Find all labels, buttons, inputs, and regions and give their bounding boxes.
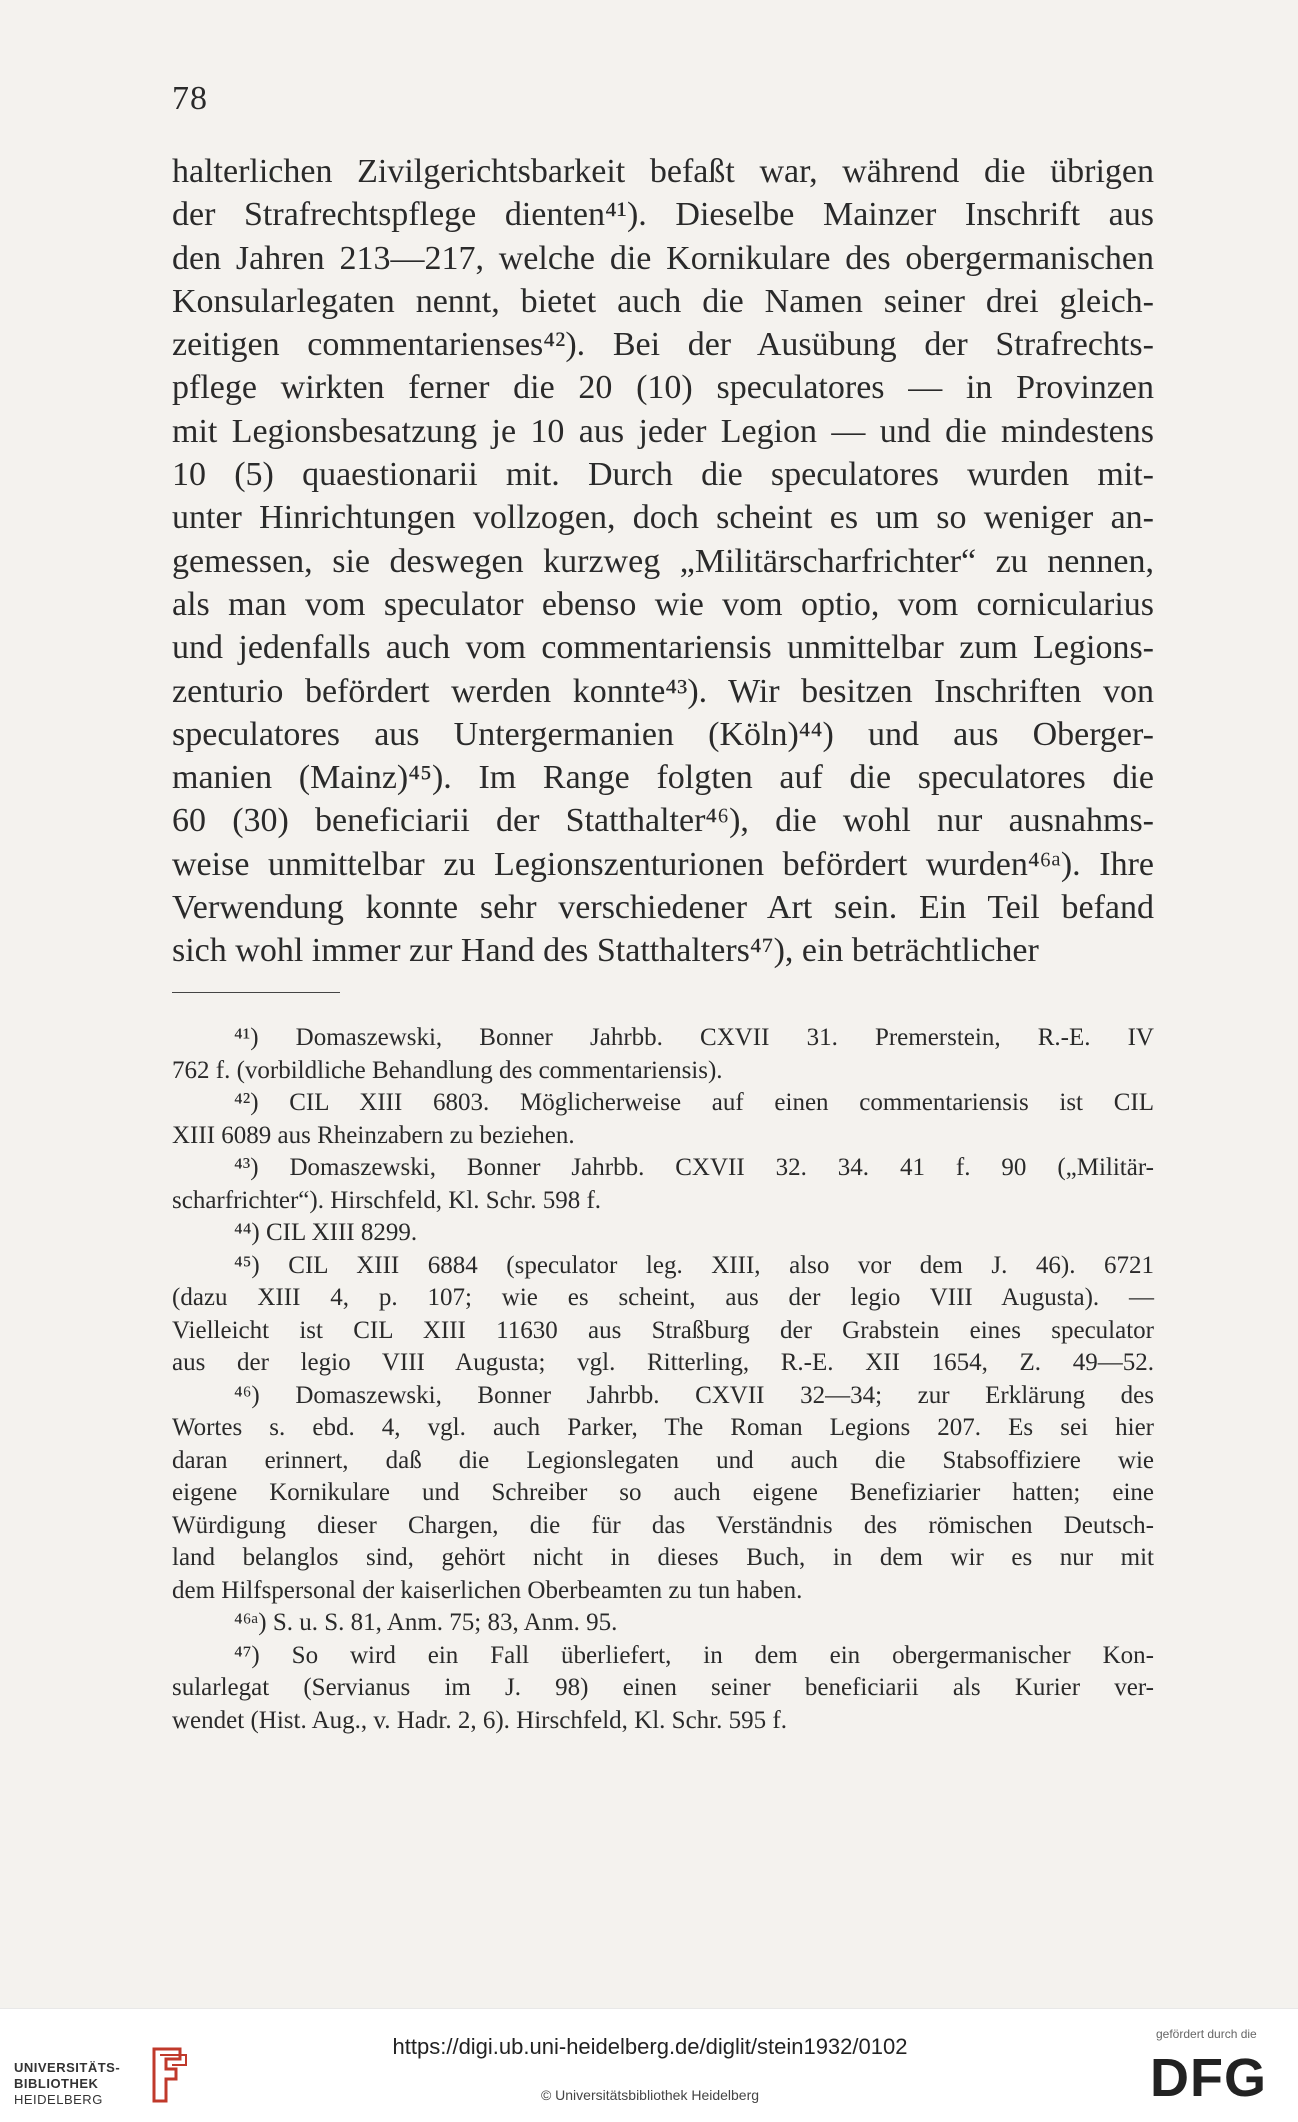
- funding-caption: gefördert durch die: [1156, 2027, 1257, 2041]
- library-logo[interactable]: [14, 2033, 194, 2107]
- footnote-line: (dazu XIII 4, p. 107; wie es scheint, aus der legio VIII Augusta). —: [172, 1284, 1154, 1311]
- body-line: der Strafrechtspflege dienten⁴¹). Dieselbe Mainzer Inschrift aus: [172, 196, 1154, 234]
- body-line: Konsularlegaten nennt, bietet auch die Namen seiner drei gleich-: [172, 282, 1154, 320]
- body-line: halterlichen Zivilgerichtsbarkeit befaßt war, während die übrigen: [172, 153, 1154, 190]
- footnote-line: ⁴⁶ᵃ) S. u. S. 81, Anm. 75; 83, Anm. 95.: [234, 1609, 618, 1636]
- dfg-logo[interactable]: DFG: [1150, 2048, 1267, 2108]
- library-name-line: BIBLIOTHEK: [14, 2076, 99, 2091]
- footnote-line: aus der legio VIII Augusta; vgl. Ritterling, R.-E. XII 1654, Z. 49—52.: [172, 1349, 1154, 1376]
- footnote-line: ⁴³) Domaszewski, Bonner Jahrbb. CXVII 32. 34. 41 f. 90 („Militär-: [234, 1154, 1154, 1181]
- footnote-line: ⁴⁷) So wird ein Fall überliefert, in dem ein obergermanischer Kon-: [234, 1641, 1154, 1669]
- library-emblem-icon: [144, 2045, 190, 2105]
- library-name-line: UNIVERSITÄTS-: [14, 2060, 121, 2075]
- footnotes: [172, 1022, 1154, 1737]
- footnote-line: land belanglos sind, gehört nicht in dieses Buch, in dem wir es nur mit: [172, 1544, 1154, 1571]
- permalink-url[interactable]: https://digi.ub.uni-heidelberg.de/diglit/stein1932/0102: [392, 2034, 908, 2059]
- footnote-divider: [172, 992, 340, 993]
- body-line: 10 (5) quaestionarii mit. Durch die speculatores wurden mit-: [172, 456, 1154, 494]
- body-line: sich wohl immer zur Hand des Statthalters⁴⁷), ein beträchtlicher: [172, 932, 1039, 970]
- page-number: 78: [172, 80, 208, 117]
- footnote-line: dem Hilfspersonal der kaiserlichen Oberbeamten zu tun haben.: [172, 1576, 803, 1604]
- footnote-line: eigene Kornikulare und Schreiber so auch eigene Benefiziarier hatten; eine: [172, 1479, 1154, 1506]
- footnote-line: ⁴²) CIL XIII 6803. Möglicherweise auf einen commentariensis ist CIL: [234, 1089, 1154, 1116]
- footnote-line: ⁴⁶) Domaszewski, Bonner Jahrbb. CXVII 32—34; zur Erklärung des: [234, 1381, 1154, 1409]
- body-line: speculatores aus Untergermanien (Köln)⁴⁴) und aus Oberger-: [172, 715, 1154, 753]
- footnote-line: 762 f. (vorbildliche Behandlung des commentariensis).: [172, 1056, 723, 1084]
- body-line: zeitigen commentarienses⁴²). Bei der Ausübung der Strafrechts-: [172, 326, 1154, 364]
- footnote-line: ⁴¹) Domaszewski, Bonner Jahrbb. CXVII 31. Premerstein, R.-E. IV: [234, 1024, 1154, 1051]
- body-line: Verwendung konnte sehr verschiedener Art sein. Ein Teil befand: [172, 889, 1154, 927]
- body-line: zenturio befördert werden konnte⁴³). Wir besitzen Inschriften von: [172, 672, 1154, 710]
- footnote-line: daran erinnert, daß die Legionslegaten und auch die Stabsoffiziere wie: [172, 1446, 1154, 1474]
- footnote-line: Vielleicht ist CIL XIII 11630 aus Straßburg der Grabstein eines speculator: [172, 1316, 1154, 1344]
- body-line: 60 (30) beneficiarii der Statthalter⁴⁶), die wohl nur ausnahms-: [172, 802, 1154, 840]
- footer-bar: [0, 2008, 1298, 2122]
- body-line: als man vom speculator ebenso wie vom optio, vom cornicularius: [172, 585, 1154, 623]
- footnote-line: Würdigung dieser Chargen, die für das Verständnis des römischen Deutsch-: [172, 1511, 1154, 1539]
- footnote-line: wendet (Hist. Aug., v. Hadr. 2, 6). Hirschfeld, Kl. Schr. 595 f.: [172, 1706, 787, 1734]
- footnote-line: ⁴⁴) CIL XIII 8299.: [234, 1219, 418, 1246]
- body-line: und jedenfalls auch vom commentariensis unmittelbar zum Legions-: [172, 629, 1154, 667]
- body-line: pflege wirkten ferner die 20 (10) speculatores — in Provinzen: [172, 369, 1154, 407]
- library-name-line: HEIDELBERG: [14, 2092, 103, 2107]
- body-line: weise unmittelbar zu Legionszenturionen befördert wurden⁴⁶ᵃ). Ihre: [172, 845, 1154, 883]
- body-line: unter Hinrichtungen vollzogen, doch scheint es um so weniger an-: [172, 499, 1154, 537]
- body-line: manien (Mainz)⁴⁵). Im Range folgten auf die speculatores die: [172, 759, 1154, 797]
- body-line: gemessen, sie deswegen kurzweg „Militärscharfrichter“ zu nennen,: [172, 542, 1154, 580]
- footnote-line: XIII 6089 aus Rheinzabern zu beziehen.: [172, 1121, 575, 1149]
- body-line: den Jahren 213—217, welche die Kornikulare des obergermanischen: [172, 239, 1154, 277]
- footnote-line: scharfrichter“). Hirschfeld, Kl. Schr. 598 f.: [172, 1186, 602, 1214]
- footnote-line: sularlegat (Servianus im J. 98) einen seiner beneficiarii als Kurier ver-: [172, 1674, 1154, 1701]
- copyright-notice: © Universitätsbibliothek Heidelberg: [540, 2087, 760, 2103]
- body-line: mit Legionsbesatzung je 10 aus jeder Legion — und die mindestens: [172, 412, 1154, 450]
- footnote-line: Wortes s. ebd. 4, vgl. auch Parker, The Roman Legions 207. Es sei hier: [172, 1414, 1154, 1441]
- body-text: [172, 150, 1154, 973]
- footnote-line: ⁴⁵) CIL XIII 6884 (speculator leg. XIII, also vor dem J. 46). 6721: [234, 1251, 1154, 1279]
